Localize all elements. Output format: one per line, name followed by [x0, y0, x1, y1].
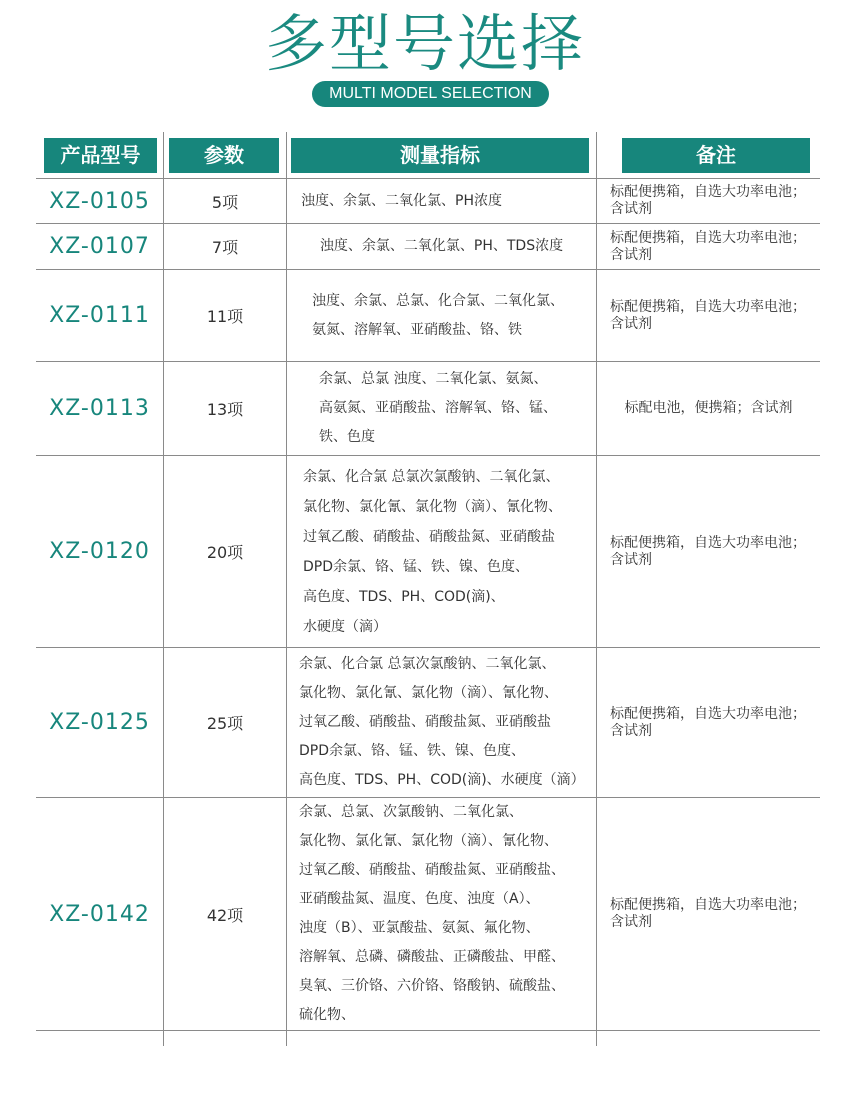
metrics-line: 氨氮、溶解氧、亚硝酸盐、铬、铁: [312, 321, 522, 338]
metrics-line: 过氧乙酸、硝酸盐、硝酸盐氮、亚硝酸盐: [299, 714, 551, 730]
notes-line: 标配便携箱，自选大功率电池；: [610, 705, 806, 722]
header-notes: 备注: [622, 138, 810, 173]
metrics-line: 过氧乙酸、硝酸盐、硝酸盐氮、亚硝酸盐: [303, 528, 555, 545]
row-divider: [36, 1030, 820, 1031]
model-code: XZ-0105: [49, 188, 150, 214]
metrics-line: 氯化物、氯化氰、氯化物（滴）、氰化物、: [303, 498, 562, 515]
param-count: 11项: [206, 307, 244, 326]
table-row: [36, 270, 820, 361]
metrics-line: 过氧乙酸、硝酸盐、硝酸盐氮、亚硝酸盐、: [299, 862, 565, 878]
metrics-cell: [287, 362, 596, 455]
model-code: XZ-0113: [49, 396, 150, 421]
model-code: XZ-0111: [49, 303, 150, 328]
metrics-line: 浊度、余氯、二氧化氯、PH浓度: [301, 192, 502, 209]
metrics-line: DPD余氯、铬、锰、铁、镍、色度、: [299, 743, 526, 759]
metrics-line: 高色度、TDS、PH、COD(滴)、水硬度（滴）: [299, 772, 585, 788]
metrics-cell: [287, 648, 596, 797]
table-row: [36, 798, 820, 1030]
notes-line: 含试剂: [610, 914, 652, 930]
table-row: [36, 456, 820, 647]
metrics-line: 浊度、余氯、二氧化氯、PH、TDS浓度: [319, 238, 564, 254]
header-metrics: 测量指标: [291, 138, 589, 173]
metrics-line: 高色度、TDS、PH、COD(滴)、: [303, 588, 505, 605]
param-count: 13项: [206, 400, 244, 419]
notes-cell: [597, 648, 820, 797]
metrics-line: 浊度（B）、亚氯酸盐、氨氮、氟化物、: [299, 920, 540, 936]
metrics-line: 硫化物、: [299, 1007, 355, 1023]
notes-line: 含试剂: [610, 722, 652, 739]
notes-line: 标配便携箱，自选大功率电池；: [610, 184, 806, 200]
metrics-line: DPD余氯、铬、锰、铁、镍、色度、: [303, 558, 530, 575]
metrics-line: 臭氧、三价铬、六价铬、铬酸钠、硫酸盐、: [299, 978, 565, 994]
table-row: [36, 648, 820, 797]
notes-cell: [597, 362, 820, 455]
metrics-line: 氯化物、氯化氰、氯化物（滴）、氰化物、: [299, 685, 558, 701]
param-count: 5项: [211, 192, 239, 212]
metrics-cell: [287, 456, 596, 647]
model-code: XZ-0107: [49, 234, 150, 259]
notes-cell: [597, 224, 820, 269]
notes-line: 含试剂: [610, 315, 652, 332]
notes-line: 标配电池，便携箱；含试剂: [624, 400, 793, 416]
notes-cell: [597, 179, 820, 223]
header-model: 产品型号: [44, 138, 157, 173]
notes-line: 标配便携箱，自选大功率电池；: [610, 229, 806, 246]
metrics-line: 余氯、总氯、次氯酸钠、二氧化氯、: [299, 804, 523, 820]
table-row: [36, 224, 820, 269]
param-count: 42项: [206, 905, 244, 925]
metrics-line: 余氯、化合氯 总氯次氯酸钠、二氧化氯、: [303, 468, 560, 485]
notes-cell: [597, 456, 820, 647]
notes-line: 含试剂: [610, 246, 652, 263]
metrics-line: 浊度、余氯、总氯、化合氯、二氧化氯、: [312, 292, 564, 309]
model-code: XZ-0125: [49, 710, 150, 735]
notes-cell: [597, 270, 820, 361]
metrics-line: 水硬度（滴）: [303, 618, 387, 635]
metrics-line: 铁、色度: [319, 429, 375, 445]
metrics-line: 余氯、总氯 浊度、二氧化氯、氨氮、: [319, 371, 548, 387]
param-count: 20项: [206, 543, 244, 562]
metrics-line: 亚硝酸盐氮、温度、色度、浊度（A）、: [299, 891, 540, 907]
notes-line: 标配便携箱，自选大功率电池；: [610, 897, 806, 913]
notes-line: 标配便携箱，自选大功率电池；: [610, 298, 806, 315]
table-row: [36, 179, 820, 223]
metrics-line: 溶解氧、总磷、磷酸盐、正磷酸盐、甲醛、: [299, 949, 565, 965]
notes-cell: [597, 798, 820, 1030]
metrics-cell: [287, 270, 596, 361]
param-count: 25项: [206, 714, 244, 733]
metrics-line: 高氨氮、亚硝酸盐、溶解氧、铬、锰、: [319, 400, 557, 416]
model-code: XZ-0142: [49, 901, 150, 927]
metrics-line: 余氯、化合氯 总氯次氯酸钠、二氧化氯、: [299, 656, 556, 672]
metrics-cell: [287, 179, 596, 223]
notes-line: 标配便携箱，自选大功率电池；: [610, 534, 806, 551]
metrics-line: 氯化物、氯化氰、氯化物（滴）、氰化物、: [299, 833, 558, 849]
model-code: XZ-0120: [49, 539, 150, 564]
table-row: [36, 362, 820, 455]
metrics-cell: [287, 224, 596, 269]
page-title: 多型号选择: [264, 7, 585, 80]
subtitle-badge: MULTI MODEL SELECTION: [312, 81, 549, 107]
metrics-cell: [287, 798, 596, 1030]
header-params: 参数: [169, 138, 279, 173]
param-count: 7项: [211, 238, 239, 257]
notes-line: 含试剂: [610, 201, 652, 217]
notes-line: 含试剂: [610, 551, 652, 568]
